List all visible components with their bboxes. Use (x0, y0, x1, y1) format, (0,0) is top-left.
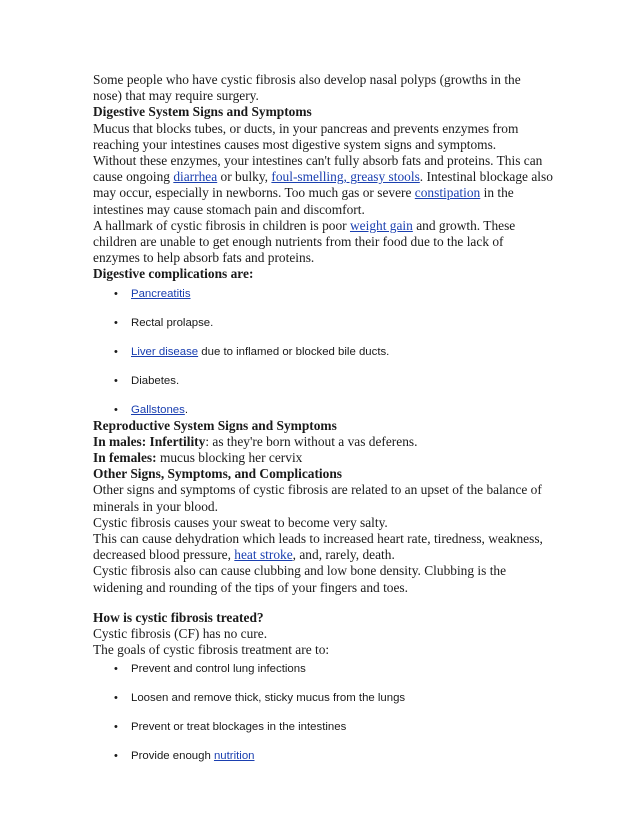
nutrition-link[interactable]: nutrition (213, 750, 255, 763)
text-span: in the intestines may cause stomach pain and discomfort. (93, 185, 514, 217)
list-item (93, 749, 553, 774)
bullet-icon: • (114, 692, 118, 705)
list-item-text: Diabetes. (131, 374, 180, 387)
list-item (93, 662, 553, 687)
diarrhea-link[interactable]: diarrhea (173, 169, 218, 185)
males-label: In males: Infertility (93, 433, 206, 449)
list-item (93, 287, 553, 312)
list-item (93, 316, 553, 341)
intro-paragraph: Some people who have cystic fibrosis also develop nasal polyps (growths in the nose) that may require surgery. (93, 72, 521, 104)
complications-list (93, 287, 553, 418)
list-item-text: Rectal prolapse. (131, 316, 214, 329)
digestive-paragraph-1: Mucus that blocks tubes, or ducts, in your pancreas and prevents enzymes from reaching your intestines causes most digestive system signs and symptoms. (93, 120, 519, 152)
text-span: A hallmark of cystic fibrosis in children is poor (93, 217, 350, 233)
digestive-heading: Digestive System Signs and Symptoms (93, 104, 312, 120)
list-item-text: Loosen and remove thick, sticky mucus from the lungs (131, 692, 406, 705)
list-item (93, 345, 553, 370)
text-span: This can cause dehydration which leads to increased heart rate, tiredness, weakness, decreased blood pressure, (93, 531, 543, 563)
bullet-icon: • (114, 750, 118, 763)
other-paragraph-2: Cystic fibrosis causes your sweat to become very salty. (93, 514, 388, 530)
bullet-icon: • (114, 287, 118, 300)
list-item-text: due to inflamed or blocked bile ducts. (198, 345, 390, 358)
males-line (93, 434, 553, 450)
list-item-text: Prevent or treat blockages in the intestines (131, 721, 347, 734)
list-item-text: Provide enough (131, 750, 214, 763)
constipation-link[interactable]: constipation (414, 185, 481, 201)
text-span: , and, rarely, death. (292, 547, 395, 563)
bullet-icon: • (114, 721, 118, 734)
list-item (93, 403, 553, 418)
digestive-paragraph-2 (93, 153, 553, 218)
bullet-icon: • (114, 403, 118, 416)
bullet-icon: • (114, 374, 118, 387)
heat-stroke-link[interactable]: heat stroke (234, 547, 293, 563)
other-paragraph-1: Other signs and symptoms of cystic fibrosis are related to an upset of the balance of minerals in your blood. (93, 482, 542, 514)
females-line (93, 450, 553, 466)
text-span: or bulky, (217, 169, 272, 185)
other-heading: Other Signs, Symptoms, and Complications (93, 466, 343, 482)
bullet-icon: • (114, 663, 118, 676)
list-item (93, 691, 553, 716)
complications-heading: Digestive complications are: (93, 266, 254, 282)
text-span: and growth. These children are unable to get enough nutrients from their food due to the lack of enzymes to help absorb fats and proteins. (93, 217, 516, 266)
pancreatitis-link[interactable]: Pancreatitis (131, 287, 191, 300)
list-item (93, 374, 553, 399)
treatment-heading: How is cystic fibrosis treated? (93, 609, 264, 625)
bullet-icon: • (114, 316, 118, 329)
bullet-icon: • (114, 345, 118, 358)
greasy-stools-link[interactable]: foul-smelling, greasy stools (271, 169, 420, 185)
liver-disease-link[interactable]: Liver disease (131, 345, 199, 358)
females-label: In females: (93, 450, 157, 466)
text-span: . Intestinal blockage also may occur, especially in newborns. Too much gas or severe (93, 169, 553, 201)
treatment-paragraph-2: The goals of cystic fibrosis treatment are to: (93, 642, 330, 658)
list-item-text: . (184, 403, 188, 416)
list-item (93, 720, 553, 745)
other-paragraph-4: Cystic fibrosis also can cause clubbing and low bone density. Clubbing is the widening and rounding of the tips of your fingers and toes. (93, 563, 507, 595)
list-item-text: Prevent and control lung infections (131, 663, 306, 676)
treatment-paragraph-1: Cystic fibrosis (CF) has no cure. (93, 626, 268, 642)
gallstones-link[interactable]: Gallstones (131, 403, 185, 416)
males-text: : as they're born without a vas deferens. (205, 433, 418, 449)
spacer (93, 596, 553, 610)
digestive-paragraph-3 (93, 218, 553, 267)
weight-gain-link[interactable]: weight gain (349, 217, 413, 233)
reproductive-heading: Reproductive System Signs and Symptoms (93, 417, 337, 433)
other-paragraph-3 (93, 531, 553, 563)
text-span: Without these enzymes, your intestines can't fully absorb fats and proteins. This can cause ongoing (93, 153, 543, 185)
treatment-goals-list (93, 662, 553, 774)
females-text: mucus blocking her cervix (156, 450, 303, 466)
document-body (93, 72, 553, 774)
